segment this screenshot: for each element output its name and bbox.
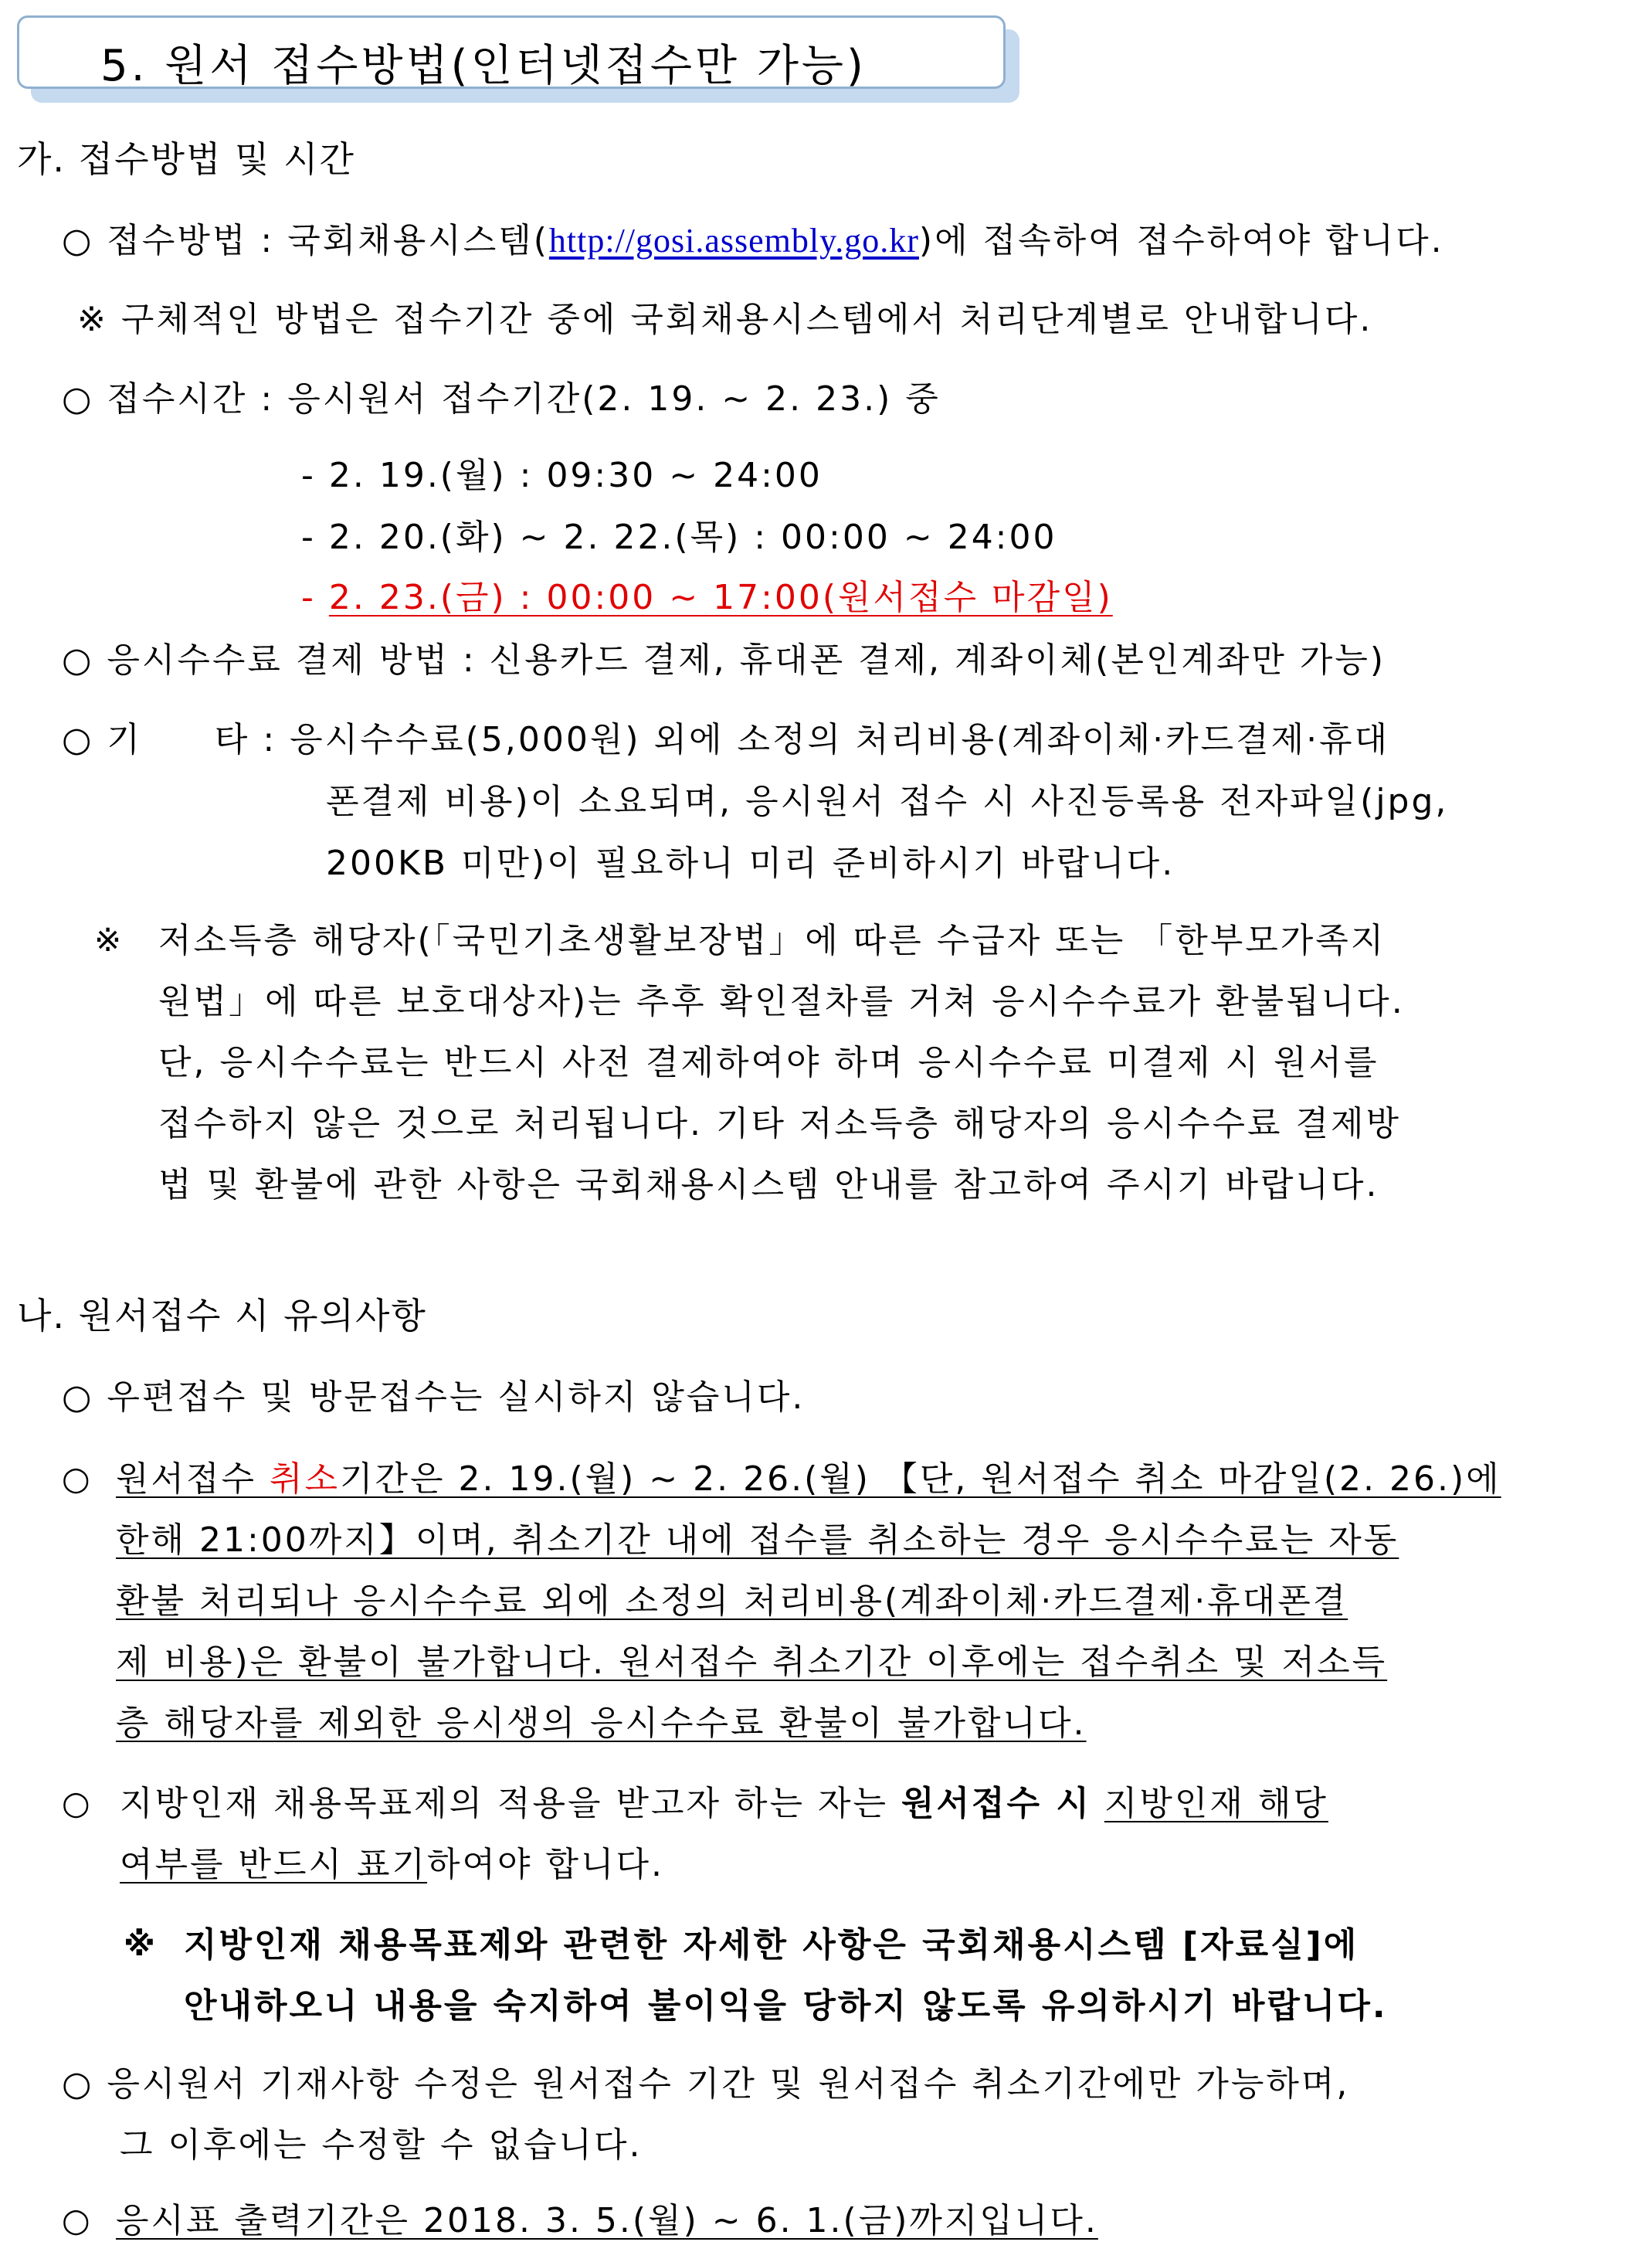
- bullet: ○: [62, 1459, 90, 1497]
- local-note-line: 지방인재 채용목표제와 관련한 자세한 사항은 국회채용시스템 [자료실]에: [184, 1925, 1359, 1965]
- schedule-item: - 2. 19.(월) : 09:30 ~ 24:00: [301, 456, 823, 495]
- etc-line: ○ 기 타 : 응시수수료(5,000원) 외에 소정의 처리비용(계좌이체·카드결제·휴대: [62, 720, 1390, 759]
- local-talent-line: 여부를 반드시 표기하여야 합니다.: [120, 1845, 665, 1884]
- fee-line: ○ 응시수수료 결제 방법 : 신용카드 결제, 휴대폰 결제, 계좌이체(본인계좌만 가능): [62, 640, 1386, 680]
- title-box: [17, 15, 1006, 89]
- etc-line: 200KB 미만)이 필요하니 미리 준비하시기 바랍니다.: [326, 844, 1175, 883]
- low-income-line: 저소득층 해당자(「국민기초생활보장법」에 따른 수급자 또는 「한부모가족지: [158, 921, 1386, 960]
- etc-line: 폰결제 비용)이 소요되며, 응시원서 접수 시 사진등록용 전자파일(jpg,: [326, 782, 1449, 821]
- low-income-line: 법 및 환불에 관한 사항은 국회채용시스템 안내를 참고하여 주시기 바랍니다.: [158, 1165, 1379, 1204]
- no-mail-line: ○ 우편접수 및 방문접수는 실시하지 않습니다.: [62, 1377, 806, 1417]
- gosi-link[interactable]: http://gosi.assembly.go.kr: [548, 222, 919, 260]
- method-note: ※ 구체적인 방법은 접수기간 중에 국회채용시스템에서 처리단계별로 안내합니다.: [77, 300, 1373, 339]
- bullet: ○: [62, 2201, 90, 2239]
- cancel-red-text: 취소: [270, 1459, 341, 1499]
- time-line: ○ 접수시간 : 응시원서 접수기간(2. 19. ~ 2. 23.) 중: [62, 379, 941, 419]
- low-income-line: 원법」에 따른 보호대상자)는 추후 확인절차를 거쳐 응시수수료가 환불됩니다.: [158, 982, 1405, 1021]
- local-note-line: 안내하오니 내용을 숙지하여 불이익을 당하지 않도록 유의하시기 바랍니다.: [184, 1986, 1388, 2026]
- note-mark: ※: [94, 921, 122, 959]
- schedule-item: - 2. 20.(화) ~ 2. 22.(목) : 00:00 ~ 24:00: [301, 518, 1057, 557]
- low-income-line: 단, 응시수수료는 반드시 사전 결제하여야 하며 응시수수료 미결제 시 원서를: [158, 1043, 1379, 1082]
- page-title: 5. 원서 접수방법(인터넷접수만 가능): [100, 41, 867, 91]
- cancel-line: 한해 21:00까지】이며, 취소기간 내에 접수를 취소하는 경우 응시수수료는 자동: [116, 1520, 1399, 1560]
- edit-line: ○ 응시원서 기재사항 수정은 원서접수 기간 및 원서접수 취소기간에만 가능하며,: [62, 2064, 1350, 2104]
- edit-line: 그 이후에는 수정할 수 없습니다.: [120, 2125, 643, 2165]
- print-period-line: 응시표 출력기간은 2018. 3. 5.(월) ~ 6. 1.(금)까지입니다.: [116, 2201, 1098, 2240]
- cancel-line: 원서접수 취소기간은 2. 19.(월) ~ 2. 26.(월) 【단, 원서접수 취소 마감일(2. 26.)에: [116, 1459, 1501, 1499]
- note-mark: ※: [124, 1925, 155, 1963]
- bullet: ○: [62, 1784, 90, 1822]
- schedule-item-deadline: - 2. 23.(금) : 00:00 ~ 17:00(원서접수 마감일): [301, 578, 1113, 617]
- cancel-line: 층 해당자를 제외한 응시생의 응시수수료 환불이 불가합니다.: [116, 1703, 1087, 1743]
- local-talent-line: 지방인재 채용목표제의 적용을 받고자 하는 자는 원서접수 시 지방인재 해당: [120, 1784, 1328, 1823]
- cancel-line: 제 비용)은 환불이 불가합니다. 원서접수 취소기간 이후에는 접수취소 및 저소득: [116, 1642, 1388, 1682]
- section-b-heading: 나. 원서접수 시 유의사항: [17, 1295, 427, 1337]
- cancel-line: 환불 처리되나 응시수수료 외에 소정의 처리비용(계좌이체·카드결제·휴대폰결: [116, 1581, 1348, 1621]
- low-income-line: 접수하지 않은 것으로 처리됩니다. 기타 저소득층 해당자의 응시수수료 결제방: [158, 1104, 1402, 1143]
- method-line: ○ 접수방법 : 국회채용시스템(http://gosi.assembly.go.kr)에 접속하여 접수하여야 합니다.: [62, 221, 1444, 260]
- section-a-heading: 가. 접수방법 및 시간: [17, 138, 355, 180]
